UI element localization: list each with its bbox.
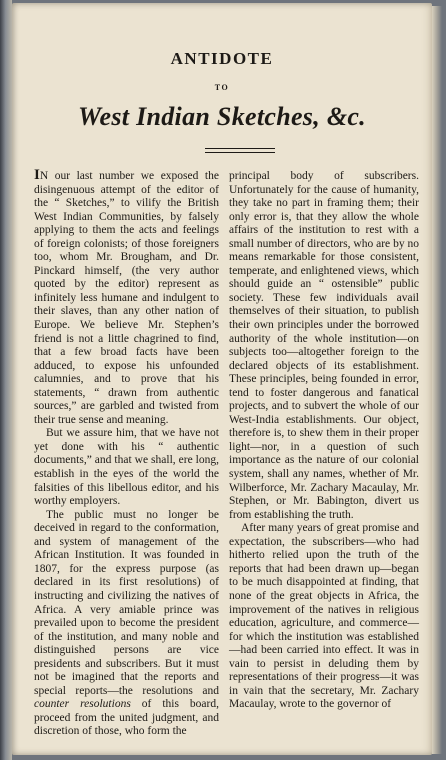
paragraph-text: of this board, proceed from the united judgment, and discretion of those, who form the (34, 698, 219, 738)
paragraph-text: N our last number we exposed the disingenuous attempt of the editor of the “ Sketches,” to vilify the British West Indian Communities, by falsely applying to them the acts and feelings of foreign colonists; of those foreigners too, whom Mr. Brougham, and Dr. Pinckard himself, (the very author quoted by the editor) represent as infinitely less humane and indulgent to their slaves, than any other nation of Europe. We believe Mr. Stephen’s friend is not a little chagrined to find, that a few broad facts have been adduced, to expose his unfounded calumnies, and to prove that his statements, “ drawn from authentic sources,” are garbled and twisted from their true sense and meaning. (34, 170, 219, 426)
heading-to: TO (214, 83, 230, 92)
right-column (229, 170, 419, 712)
paragraph (34, 167, 219, 427)
heading: ANTIDOTE (170, 49, 274, 68)
paragraph-text: The public must no longer be deceived in regard to the conformation, and system of management of the African Institution. It was founded in 1807, for the express purpose (as declared in its first resolutions) of instructing and civilizing the natives of Africa. A very amiable prince was prevailed upon to become the president of the institution, and many noble and distinguished persons are vice presidents and subscribers. But it must not be imagined that the reports and special reports—the resolutions and (34, 508, 219, 697)
book-binding (0, 0, 12, 760)
left-column (34, 167, 219, 739)
drop-cap: I (34, 167, 40, 183)
paragraph (34, 509, 219, 739)
paragraph: principal body of subscribers. Unfortunately for the cause of humanity, they take no part in framing them; their only error is, that they allow the whole affairs of the institution to rest with a small number of directors, who are by no means remarkable for those consistent, temperate, and enlightened views, which should guide an “ ostensible” public society. These few individuals avail themselves of their situation, to publish their own principles under the borrowed authority of the whole institution—on subjects too—altogether foreign to the declared objects of its establishment. These principles, being founded in error, tend to foster dangerous and fanatical projects, and to subvert the whole of our West-India establishments. Our object, therefore is, to shew them in their proper light—nor, in a question of such importance as the nature of our colonial system, shall any names, whether of Mr. Wilberforce, Mr. Zachary Macaulay, Mr. Stephen, or Mr. Babington, divert us from establishing the truth. (229, 170, 419, 521)
page-edge (432, 6, 442, 754)
paragraph: But we assure him, that we have not yet done with his “ authentic documents,” and that we shall, ere long, establish in the eyes of the world the falsities of this libellous editor, and his worthy employers. (34, 427, 219, 508)
paragraph: After many years of great promise and expectation, the subscribers—who had hitherto relied upon the truth of the reports that had been drawn up—began to be much disappointed at finding, that none of the great objects in Africa, the improvement of the natives in religious education, agriculture, and commerce—for which the institution was established—had been carried into effect. It was in vain to persist in deluding them by representations of their progress—it was in vain that the secretary, Mr. Zachary Macaulay, wrote to the governor of (229, 522, 419, 711)
subtitle: West Indian Sketches, &c. (78, 102, 366, 131)
title-rule-top (205, 148, 275, 149)
italic-phrase: counter resolutions (34, 698, 131, 711)
title-rule-bottom (205, 152, 275, 153)
book-page (12, 3, 432, 755)
